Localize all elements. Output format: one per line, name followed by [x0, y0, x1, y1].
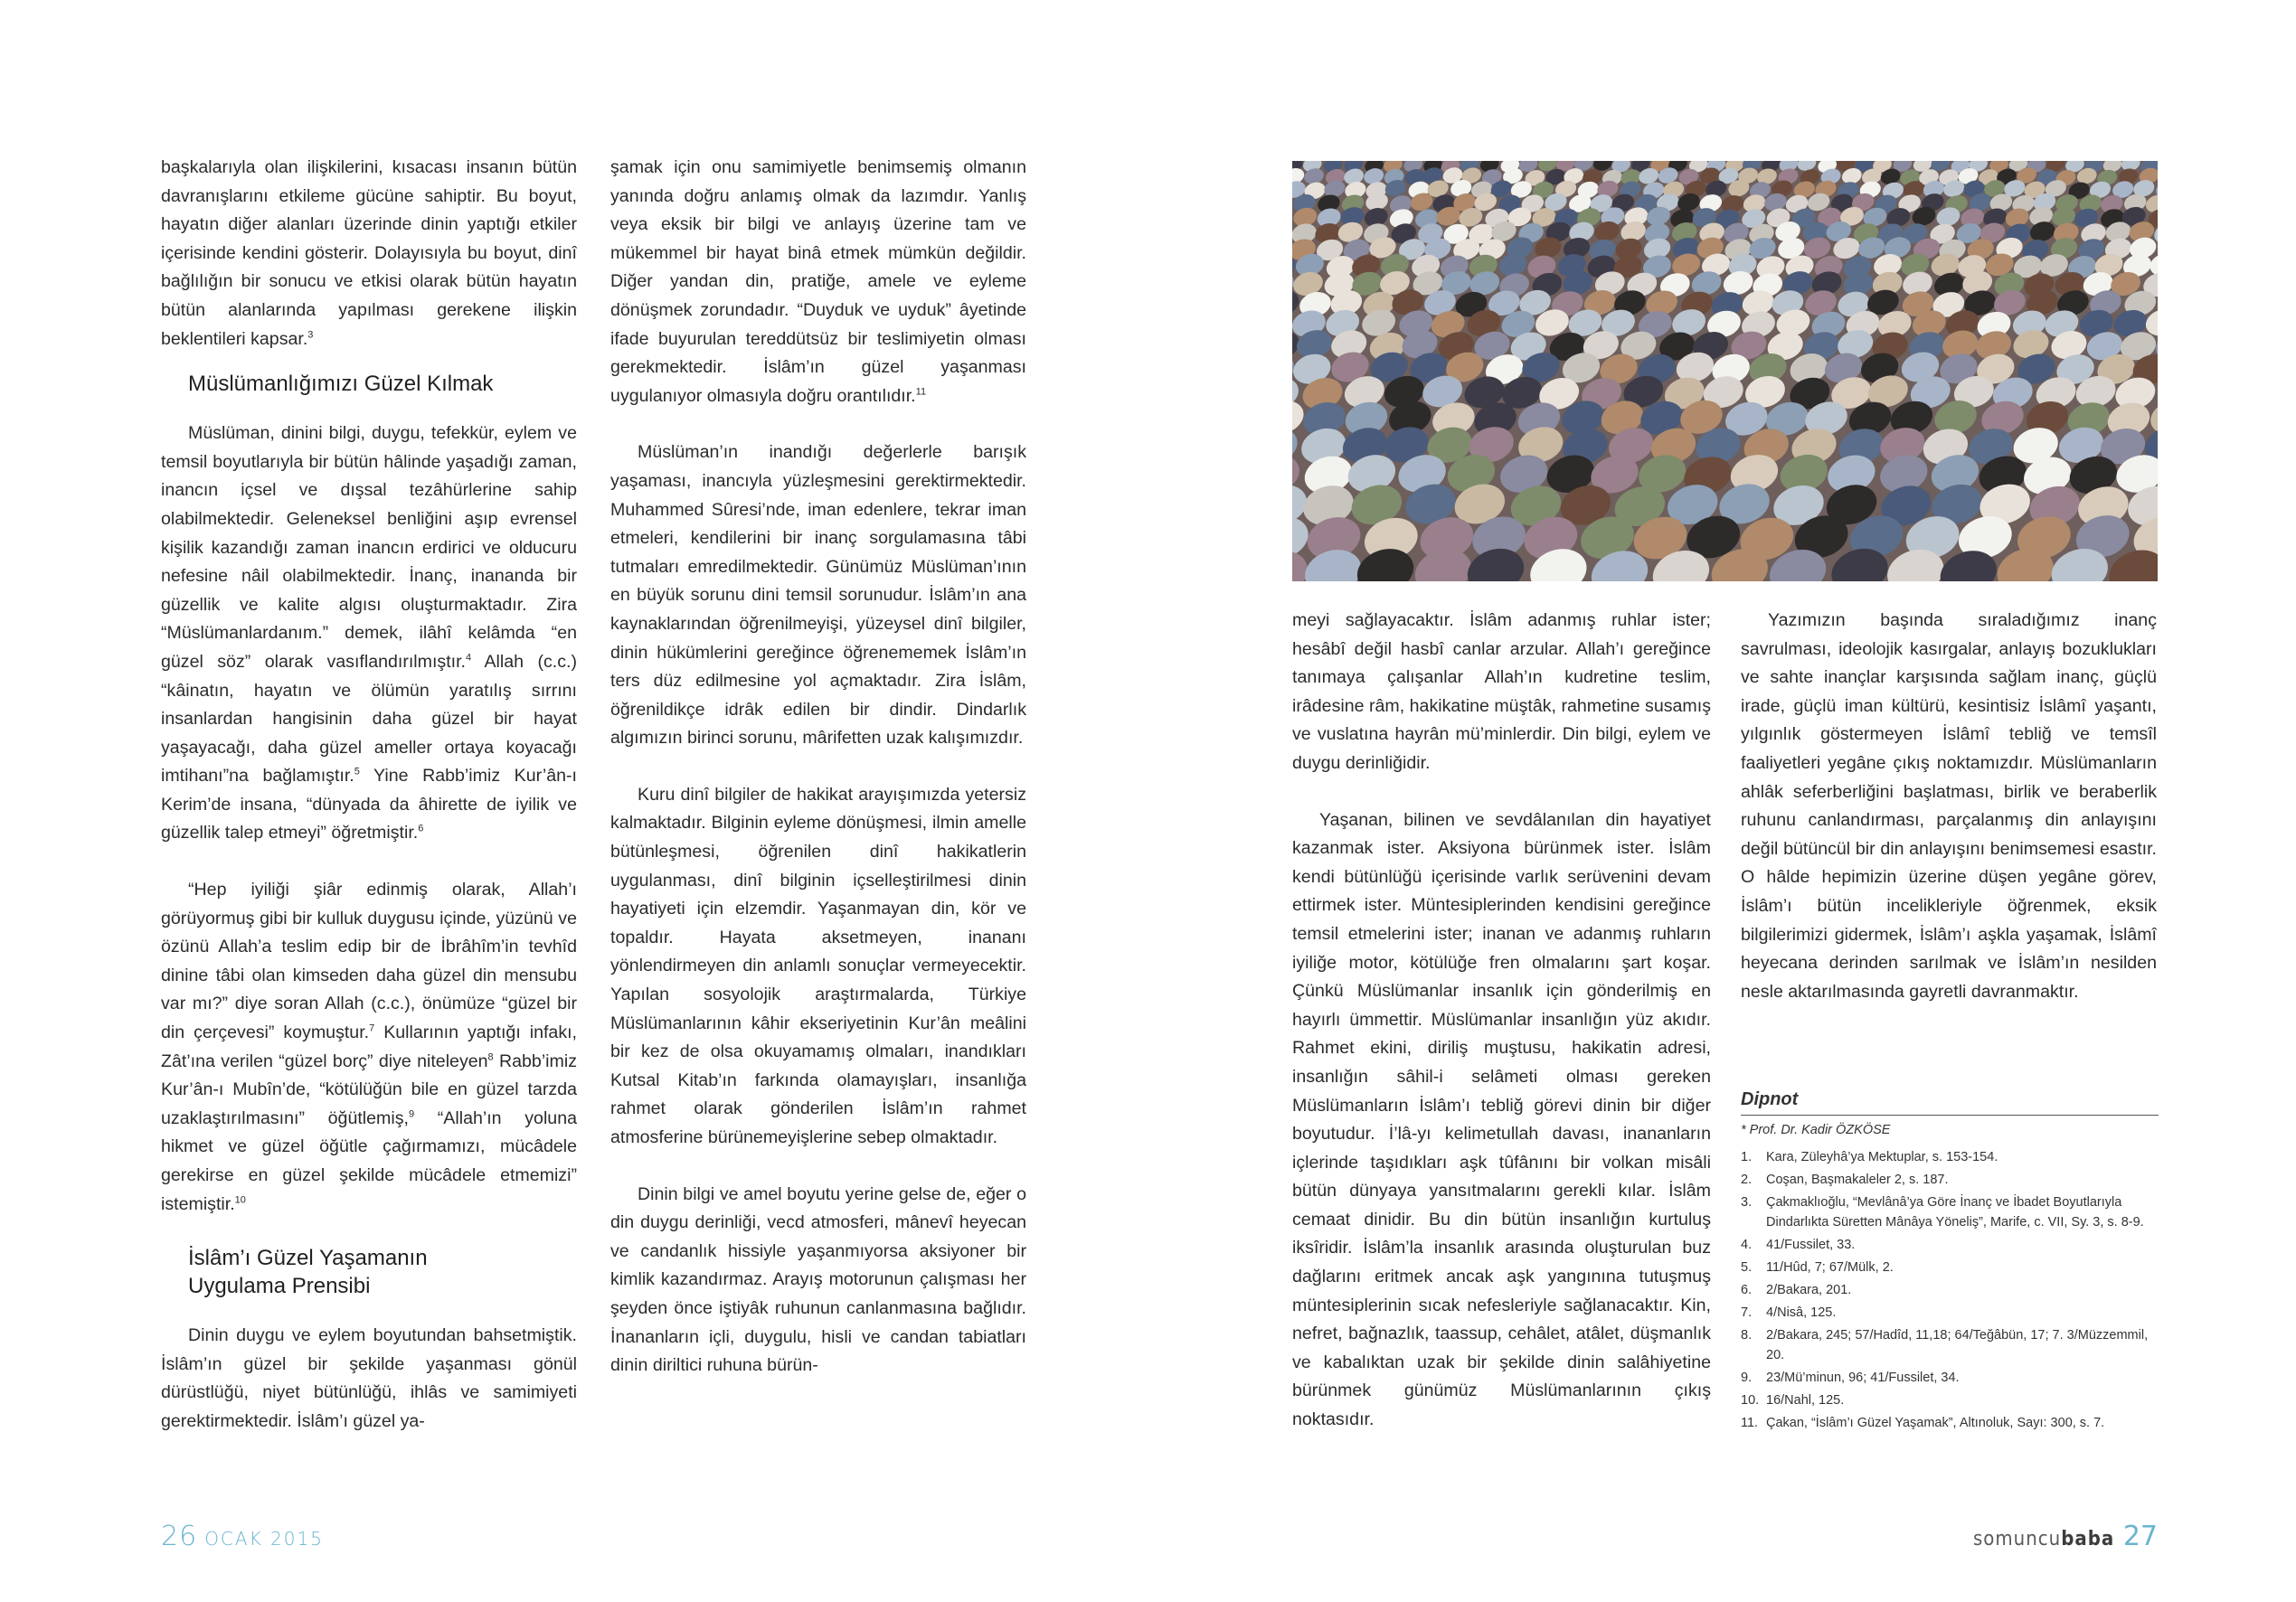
paragraph: meyi sağlayacaktır. İslâm adanmış ruhlar ister; hesâbî değil hasbî canlar arzular. Allah’ı gereğince tanımaya çalışanlar Allah’ın kudretine teslim, irâdesine râm, hakikatine müştâk, rahmetine susamış ve vuslatına hayrân mü’minlerdir. Din bilgi, eylem ve duygu derinliğidir. — [1292, 610, 1711, 773]
footnote-number: 10. — [1741, 1393, 1760, 1408]
paragraph: şamak için onu samimiyetle benimsemiş olmanın yanında doğru anlamış olmak da lazımdır. Yanlış veya eksik bir bilgi ve anlayış üzerine tam ve mükemmel bir hayat binâ etmek mümkün değildir. Diğer yandan din, pratiğe, amele ve eyleme dönüşmek zorundadır. “Duyduk ve uyduk” âyetinde ifade buyurulan tereddütsüz bir teslimiyetin olması gerekmektedir. İslâm’ın güzel yaşanması uygulanıyor olmasıyla doğru orantılıdır.$^{11}$ — [610, 157, 1026, 406]
right-column-2 — [1741, 607, 2157, 1006]
footnote-number: 8. — [1741, 1328, 1753, 1343]
left-column-1 — [161, 154, 577, 1437]
paragraph: başkalarıyla olan ilişkilerini, kısacası insanın bütün davranışlarını etkileme gücüne sahiptir. Bu boyut, hayatın diğer alanları üzerinde dinin yaptığı etkiler içerisinde kendini gösterir. Dolayısıyla bu boyut, dinî bağlılığın bir sonucu ve etkisi olarak bütün hayatın bütün alanlarında yapılması gerekene ilişkin beklentileri kapsar.$^3$ — [161, 157, 577, 349]
right-column-1 — [1292, 607, 1711, 1435]
paragraph: Müslüman’ın inandığı değerlerle barışık yaşaması, inancıyla yüzleşmesini gerektirmektedir. Muhammed Sûresi’nde, iman edenlere, tekrar iman etmeleri, kendilerini bir inanç sorgulamasına tâbi tutmaları emredilmektedir. Günümüz Müslüman’ının en büyük sorunu dini temsil sorunudur. İslâm’ın ana kaynaklarından öğrenilmeyişi, yüzeysel dinî bilgiler, dinin hükümlerini gereğince öğrenememek İslâm’ın ters düz edilmesine yol açmaktadır. Zira İslâm, öğrenildikçe idrâk edilen bir dindir. Dindarlık algımızın birinci sorunu, mârifetten uzak kalışımızdır. — [610, 442, 1026, 749]
footnotes-heading: Dipnot — [1741, 1089, 2159, 1116]
footnote-item — [1741, 1258, 2159, 1277]
paragraph: Dinin bilgi ve amel boyutu yerine gelse de, eğer o din duygu derinliği, vecd atmosferi, mânevî heyecan ve candanlık hissiyle yaşanmıyorsa aksiyoner bir kimlik kazandırmaz. Arayış motorunun çalışması her şeyden önce iştiyâk ruhunun canlanmasına bağlıdır. İnananların içli, duygulu, hisli ve candan tabiatları dinin diriltici ruhuna bürün- — [610, 1183, 1026, 1376]
left-column-2 — [610, 154, 1026, 1381]
footnote-text: Coşan, Başmakaleler 2, s. 187. — [1766, 1173, 1949, 1187]
footnote-text: 41/Fussilet, 33. — [1766, 1238, 1856, 1252]
footnote-text: 4/Nisâ, 125. — [1766, 1305, 1837, 1320]
footnote-item — [1741, 1147, 2159, 1167]
section-heading: Müslümanlığımızı Güzel Kılmak — [188, 372, 494, 397]
footnote-text: 23/Mü’minun, 96; 41/Fussilet, 34. — [1766, 1371, 1960, 1385]
issue-date: OCAK 2015 — [204, 1528, 324, 1550]
page-number: 26 — [161, 1521, 198, 1552]
footnote-number: 9. — [1741, 1371, 1753, 1385]
footnote-item — [1741, 1192, 2159, 1232]
left-page-footer — [161, 1521, 324, 1552]
footnote-number: 5. — [1741, 1260, 1753, 1275]
paragraph: Dinin duygu ve eylem boyutundan bahsetmiştik. İslâm’ın güzel bir şekilde yaşanması gönül dürüstlüğü, niyet bütünlüğü, ihlâs ve samimiyeti gerektirmektedir. İslâm’ı güzel ya- — [161, 1325, 577, 1431]
footnote-number: 3. — [1741, 1195, 1753, 1210]
footnote-item — [1741, 1235, 2159, 1255]
footnote-text: Çakmaklıoğlu, “Mevlânâ’ya Göre İnanç ve İbadet Boyutlarıyla Dindarlıkta Süretten Mânâya Yöneliş”, Marife, c. VII, Sy. 3, s. 8-9. — [1766, 1195, 2144, 1230]
page-number: 27 — [2122, 1521, 2158, 1552]
paragraph: Yazımızın başında sıraladığımız inanç savrulması, ideolojik kasırgalar, anlayış bozuklukları ve sahte inançlar karşısında sağlam inanç, güçlü irade, güçlü iman kültürü, kesintisiz İslâmî yaşantı, yılgınlık göstermeyen İslâmî tebliğ ve temsîl faaliyetleri yegâne çıkış noktamızdır. Müslümanların ahlâk seferberliğini başlatması, birlik ve beraberlik ruhunu canlandırması, parçalanmış din anlayışını değil bütüncül bir din anlayışını benimsemesi esastır. O hâlde hepimizin üzerine düşen yegâne görev, İslâm’ı bütün incelikleriyle öğrenmek, eksik bilgilerimizi gidermek, İslâm’ı aşkla yaşamak, İslâmî heyecana derinden sarılmak ve İslâm’ın nesilden nesle aktarılmasında gayretli davranmaktır. — [1741, 610, 2157, 1002]
right-page-footer — [1973, 1521, 2158, 1552]
footnote-number: 7. — [1741, 1305, 1753, 1320]
paragraph: Yaşanan, bilinen ve sevdâlanılan din hayatiyet kazanmak ister. Aksiyona bürünmek ister. İslâm kendi bütünlüğü içerisinde varlık serüvenini devam ettirmek ister. Müntesiplerinden kendisini gereğince temsil etmelerini ister; inanan ve adanmış ruhların iyiliğe motor, kötülüğe fren olmalarını şart koşar. Çünkü Müslümanlar insanlık için gönderilmiş en hayırlı ümmettir. Müslümanlar insanlığın yüz akıdır. Rahmet ekini, diriliş muştusu, hakikatin adresi, insanlığın sâhil-i selâmeti olması gereken Müslümanların İslâm’ı tebliğ görevi dinin bir diğer boyutudur. İ’lâ-yı kelimetullah davası, inananların içlerinde taşıdıkları aşk tûfânını bir volkan misâli bütün dünyaya yansıtmalarını gerekli kılar. İslâm cemaat dinidir. Bu din bütün insanlığın kurtuluş iksîridir. İslâm’la insanlık arasında oluşturulan buz dağlarını eritmek ancak aşk yangınına tutuşmuş müntesiplerinin sıcak nefesleriyle sağlanacaktır. Kin, nefret, bağnazlık, taassup, cehâlet, atâlet, düşmanlık ve kabalıktan uzak bir şekilde dinin salâhiyetine bürünmek günümüz Müslümanlarının çıkış noktasıdır. — [1292, 809, 1711, 1430]
footnote-item — [1741, 1303, 2159, 1323]
footnote-item — [1741, 1413, 2159, 1433]
footnote-number: 2. — [1741, 1173, 1753, 1187]
footnote-item — [1741, 1390, 2159, 1410]
footnote-text: Kara, Züleyhâ’ya Mektuplar, s. 153-154. — [1766, 1150, 1998, 1164]
paragraph: “Hep iyiliği şiâr edinmiş olarak, Allah’ı görüyormuş gibi bir kulluk duygusu içinde, yüzünü ve özünü Allah’a teslim edip bir de İbrâhîm’in tevhîd dinine tâbi olan kimseden daha güzel din mensubu var mı?” diye soran Allah (c.c.), önümüze “güzel bir din çerçevesi” koymuştur.$^7$ Kullarının yaptığı infakı, Zât’ına verilen “güzel borç” diye niteleyen$^8$ Rabb’imiz Kur’ân-ı Mubîn’de, “kötülüğün bile en güzel tarzda uzaklaştırılmasını” öğütlemiş,$^9$ “Allah’ın yoluna hikmet ve güzel öğütle çağırmamızı, mücâdele gerekirse en güzel şekilde mücâdele etmemizi” istemiştir.$^{10}$ — [161, 880, 578, 1214]
footnote-text: 11/Hûd, 7; 67/Mülk, 2. — [1766, 1260, 1894, 1275]
magazine-logo: somuncubaba — [1972, 1528, 2115, 1550]
footnote-number: 11. — [1741, 1416, 1759, 1430]
footnote-item — [1741, 1170, 2159, 1190]
footnote-text: 16/Nahl, 125. — [1766, 1393, 1845, 1408]
footnote-item — [1741, 1280, 2159, 1300]
praying-crowd-photo — [1292, 161, 2158, 581]
section-heading: İslâm’ı Güzel Yaşamanın Uygulama Prensibi — [188, 1246, 428, 1299]
footnote-text: 2/Bakara, 201. — [1766, 1283, 1852, 1297]
footnote-text: Çakan, “İslâm’ı Güzel Yaşamak”, Altınoluk, Sayı: 300, s. 7. — [1766, 1416, 2105, 1430]
paragraph: Kuru dinî bilgiler de hakikat arayışımızda yetersiz kalmaktadır. Bilginin eyleme dönüşmesi, ilmin amelle bütünleşmesi, öğrenilen dinî hakikatlerin uygulanması, dinî bilginin içselleştirilmesi dinin hayatiyeti için elzemdir. Yaşanmayan din, kör ve topaldır. Hayata aksetmeyen, inananı yönlendirmeyen din anlamlı sonuçlar vermeyecektir. Yapılan sosyolojik araştırmalarda, Türkiye Müslümanlarının kâhir ekseriyetinin Kur’ân meâlini bir kez de olsa okuyamamış olmaları, inandıkları Kutsal Kitab’ın farkında olamayışları, insanlığa rahmet olarak gönderilen İslâm’ın rahmet atmosferine bürünemeyişlerine sebep olmaktadır. — [610, 784, 1026, 1147]
author-credit: * Prof. Dr. Kadir ÖZKÖSE — [1741, 1123, 1891, 1137]
footnote-number: 1. — [1741, 1150, 1753, 1164]
footnote-item — [1741, 1325, 2159, 1365]
footnotes — [1741, 1089, 2159, 1436]
footnote-number: 4. — [1741, 1238, 1753, 1252]
footnote-number: 6. — [1741, 1283, 1753, 1297]
footnote-item — [1741, 1368, 2159, 1388]
paragraph: Müslüman, dinini bilgi, duygu, tefekkür, eylem ve temsil boyutlarıyla bir bütün hâlinde yaşadığı zaman, inancın içsel ve dışsal tezâhürlerine sahip olabilmektedir. Geleneksel benliğini aşıp evrensel kişilik kazandığı zaman inancın erdirici ve olducuru nefesine nâil olabilmektedir. İnanç, inananda bir güzellik ve kalite algısı oluşturmaktadır. Zira “Müslümanlardanım.” demek, ilâhî kelâmda “en güzel söz” olarak vasıflandırılmıştır.$^4$ Allah (c.c.) “kâinatın, hayatın ve ölümün yaratılış sırrını insanlardan hangisinin daha güzel bir hayat yaşayacağı, daha güzel ameller ortaya koyacağı imtihanı”na bağlamıştır.$^5$ Yine Rabb’imiz Kur’ân-ı Kerim’de insana, “dünyada da âhirette de iyilik ve güzellik talep etmeyi” öğretmiştir.$^6$ — [161, 423, 577, 843]
footnote-list — [1741, 1147, 2159, 1433]
footnote-text: 2/Bakara, 245; 57/Hadîd, 11,18; 64/Teğâbün, 17; 7. 3/Müzzemmil, 20. — [1766, 1328, 2149, 1362]
